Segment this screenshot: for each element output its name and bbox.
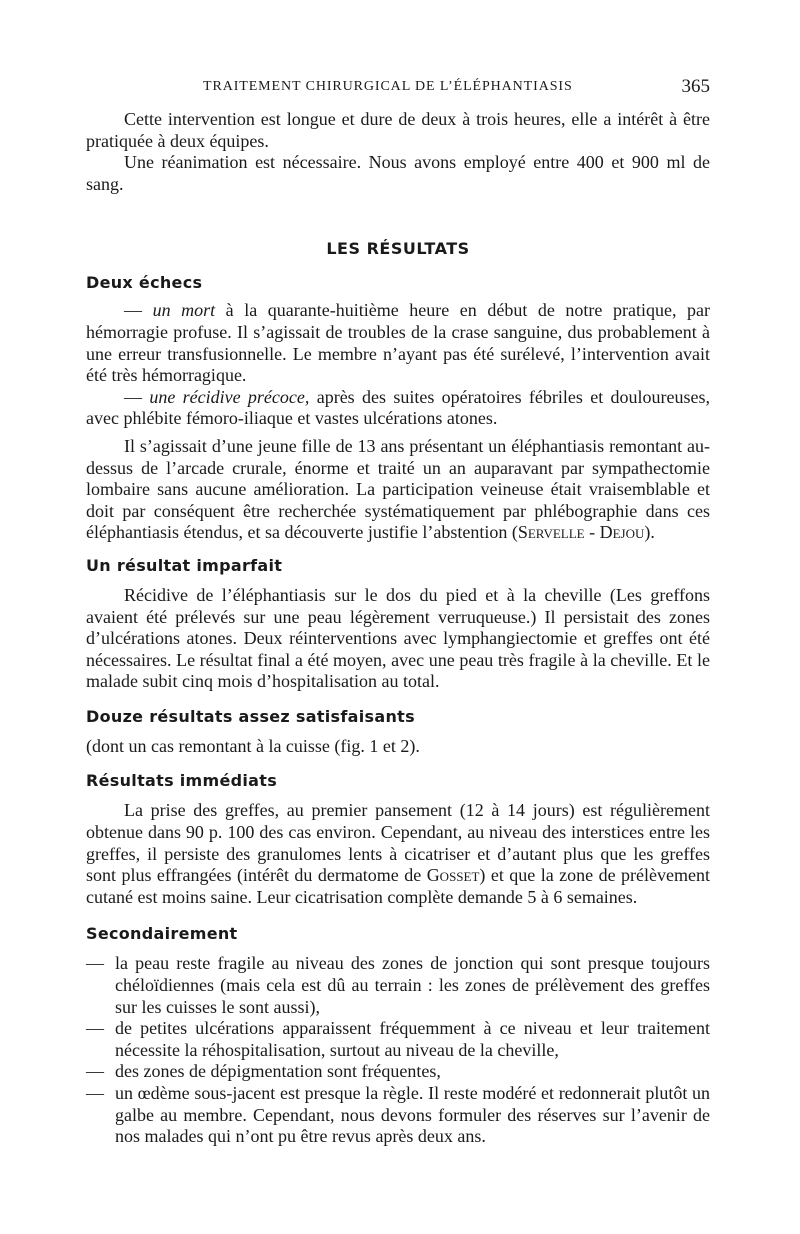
heading-secondairement: Secondairement xyxy=(86,924,238,944)
em-dash: — xyxy=(124,300,153,321)
paragraph-text: après des suites opératoires fébriles et douloureuses, avec phlébite fémoro-iliaque et vastes ulcérations atones. xyxy=(86,386,711,429)
page-body xyxy=(86,109,710,1148)
em-dash: — xyxy=(86,1061,104,1082)
heading-resultats-immediats: Résultats immédiats xyxy=(86,771,278,791)
list-item xyxy=(86,1018,710,1061)
intro-paragraph: Cette intervention est longue et dure de deux à trois heures, elle a intérêt à être pratiquée à deux équipes. xyxy=(86,109,710,151)
paragraph-mort xyxy=(86,300,710,386)
list-item xyxy=(86,1083,710,1148)
paragraph-text: ) et que la zone de prélèvement cutané est moins saine. Leur cicatrisation complète demande 5 à 6 semaines. xyxy=(86,865,710,907)
page-number: 365 xyxy=(681,76,710,97)
author-reference: Dejou xyxy=(599,522,645,543)
list-item-text: des zones de dépigmentation sont fréquentes, xyxy=(115,1061,441,1082)
paragraph-text: Il s’agissait d’une jeune fille de 13 ans présentant un éléphantiasis remontant au-dessus de l’arcade crurale, énorme et traité un an auparavant par sympathectomie lombaire sans aucune amélioration. La participation veineuse était vraisemblable et doit par conséquent être recherchée systématiquement par phlébographie dans ces éléphantiasis étendus, et sa découverte justifie l’abstention ( xyxy=(86,435,710,543)
em-dash: — xyxy=(86,1083,104,1103)
heading-resultat-imparfait: Un résultat imparfait xyxy=(86,555,283,575)
list-secondairement xyxy=(86,953,710,1147)
emphasis-un-mort: un mort xyxy=(152,300,216,321)
paragraph-immediats xyxy=(86,800,710,908)
paragraph-douze: (dont un cas remontant à la cuisse (fig. 1 et 2). xyxy=(86,735,420,756)
paragraph-recidive xyxy=(86,387,710,430)
author-reference: Gosset xyxy=(426,865,480,886)
list-item xyxy=(86,953,710,1018)
paragraph-text: La prise des greffes, au premier pansement (12 à 14 jours) est régulièrement obtenue dans 90 p. 100 des cas environ. Cependant, au niveau des interstices entre les greffes, il persiste des granulomes lents à cicatriser et d’autant plus que les greffes sont plus effrangées (intérêt du dermatome de xyxy=(86,800,710,886)
list-item-text: un œdème sous-jacent est presque la règle. Il reste modéré et redonnerait plutôt un galbe au membre. Cependant, nous devons formuler des réserves sur l’avenir de nos malades qui n’ont pu être revus après deux ans. xyxy=(115,1083,710,1147)
paragraph-text: ). xyxy=(644,522,655,543)
paragraph-jeune-fille xyxy=(86,436,710,544)
em-dash: — xyxy=(86,1018,104,1039)
separator: - xyxy=(584,522,600,543)
list-item xyxy=(86,1061,710,1083)
em-dash: — xyxy=(86,953,104,974)
paragraph-imparfait: Récidive de l’éléphantiasis sur le dos du pied et à la cheville (Les greffons avaient été prélevés sur une peau légèrement verruqueuse.) Il persistait des zones d’ulcérations atones. Deux réinterventions avec lymphangiectomie et greffes ont été nécessaires. Le résultat final a été moyen, avec une peau très fragile à la cheville. Et le malade subit cinq mois d’hospitalisation au total. xyxy=(86,584,710,692)
intro-paragraph: Une réanimation est nécessaire. Nous avons employé entre 400 et 900 ml de sang. xyxy=(86,152,710,194)
heading-deux-echecs: Deux échecs xyxy=(86,273,203,293)
list-item-text: la peau reste fragile au niveau des zones de jonction qui sont presque toujours chéloïdiennes (mais cela est dû au terrain : les zones de prélèvement des greffes sur les cuisses le sont aussi), xyxy=(115,953,710,1017)
heading-douze-resultats: Douze résultats assez satisfaisants xyxy=(86,706,415,726)
em-dash: — xyxy=(124,386,150,407)
section-title: LES RÉSULTATS xyxy=(326,239,470,259)
author-reference: Servelle xyxy=(517,522,585,543)
paragraph-text: à la quarante-huitième heure en début de notre pratique, par hémorragie profuse. Il s’agissait de troubles de la crase sanguine, dus probablement à une erreur transfusionnelle. Le membre n’ayant pas été surélevé, l’intervention avait été très hémorragique. xyxy=(86,300,710,386)
emphasis-recidive: une récidive précoce, xyxy=(149,386,310,407)
list-item-text: de petites ulcérations apparaissent fréquemment à ce niveau et leur traitement nécessite la réhospitalisation, surtout au niveau de la cheville, xyxy=(115,1018,710,1060)
running-title: TRAITEMENT CHIRURGICAL DE L’ÉLÉPHANTIASIS xyxy=(203,79,573,94)
running-header xyxy=(86,76,710,98)
